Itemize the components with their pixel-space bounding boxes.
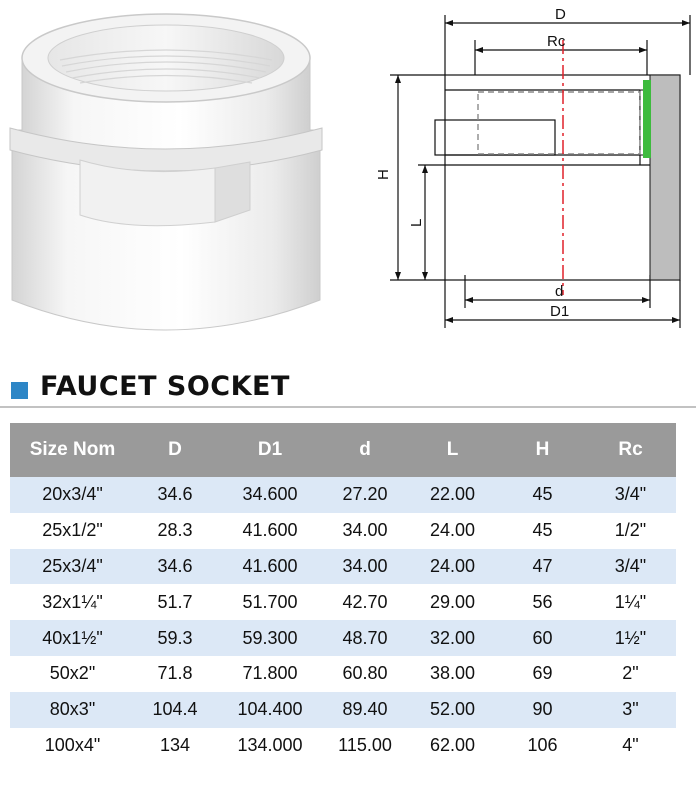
table-row [10,584,676,620]
cell-d-outer: 34.6 [135,477,215,513]
table-row [10,549,676,585]
cell-d-outer: 134 [135,728,215,764]
cell-d-inner: 42.70 [325,584,405,620]
cell-rc: 1¼" [585,584,676,620]
label-l: L [408,218,425,227]
cell-d-inner: 48.70 [325,620,405,656]
cell-l: 32.00 [405,620,500,656]
cell-h: 45 [500,477,585,513]
faucet-socket-image [0,0,330,345]
cell-d-outer: 71.8 [135,656,215,692]
cell-size-nom: 32x1¼" [10,584,135,620]
cell-d-outer: 59.3 [135,620,215,656]
cell-l: 52.00 [405,692,500,728]
cell-size-nom: 100x4" [10,728,135,764]
section-heading [0,365,696,411]
cell-h: 69 [500,656,585,692]
header-size-nom: Size Nom [10,423,135,477]
table-header-row [10,423,676,477]
cell-d-outer: 28.3 [135,513,215,549]
header-l: L [405,423,500,477]
cell-d-inner: 60.80 [325,656,405,692]
cell-d-inner: 89.40 [325,692,405,728]
technical-drawing [365,5,696,335]
label-h: H [375,169,392,180]
cell-d1: 34.600 [215,477,325,513]
section-divider [0,406,696,408]
table-row [10,728,676,764]
cell-size-nom: 25x3/4" [10,549,135,585]
cell-h: 47 [500,549,585,585]
cell-l: 24.00 [405,549,500,585]
cell-d-inner: 34.00 [325,513,405,549]
cell-d-inner: 34.00 [325,549,405,585]
cell-d-outer: 34.6 [135,549,215,585]
cell-size-nom: 40x1½" [10,620,135,656]
cell-h: 45 [500,513,585,549]
cell-d-outer: 51.7 [135,584,215,620]
cell-l: 62.00 [405,728,500,764]
cell-d-inner: 27.20 [325,477,405,513]
table-row [10,620,676,656]
cell-rc: 3" [585,692,676,728]
cell-d-inner: 115.00 [325,728,405,764]
cell-l: 29.00 [405,584,500,620]
table-row [10,513,676,549]
cell-rc: 1½" [585,620,676,656]
label-d-outer: D [555,6,566,23]
cell-d-outer: 104.4 [135,692,215,728]
cell-d1: 104.400 [215,692,325,728]
cell-d1: 59.300 [215,620,325,656]
cell-d1: 51.700 [215,584,325,620]
cell-l: 38.00 [405,656,500,692]
cell-rc: 1/2" [585,513,676,549]
cell-d1: 134.000 [215,728,325,764]
label-d-inner: d [555,283,564,300]
cell-l: 22.00 [405,477,500,513]
cell-size-nom: 20x3/4" [10,477,135,513]
cell-d1: 41.600 [215,549,325,585]
cell-d1: 71.800 [215,656,325,692]
cell-size-nom: 25x1/2" [10,513,135,549]
spec-table [10,423,676,763]
cell-l: 24.00 [405,513,500,549]
cell-d1: 41.600 [215,513,325,549]
cell-rc: 3/4" [585,549,676,585]
cell-h: 60 [500,620,585,656]
cell-h: 90 [500,692,585,728]
header-d1: D1 [215,423,325,477]
cell-h: 106 [500,728,585,764]
section-marker-square [11,382,28,399]
header-d-outer: D [135,423,215,477]
header-rc: Rc [585,423,676,477]
section-title: FAUCET SOCKET [40,371,290,402]
table-row [10,656,676,692]
label-rc: Rc [547,33,566,50]
header-d-inner: d [325,423,405,477]
label-d1: D1 [550,303,570,320]
cell-size-nom: 80x3" [10,692,135,728]
table-row [10,692,676,728]
cell-h: 56 [500,584,585,620]
cell-rc: 2" [585,656,676,692]
cell-size-nom: 50x2" [10,656,135,692]
header-h: H [500,423,585,477]
cell-rc: 4" [585,728,676,764]
table-row [10,477,676,513]
cell-rc: 3/4" [585,477,676,513]
